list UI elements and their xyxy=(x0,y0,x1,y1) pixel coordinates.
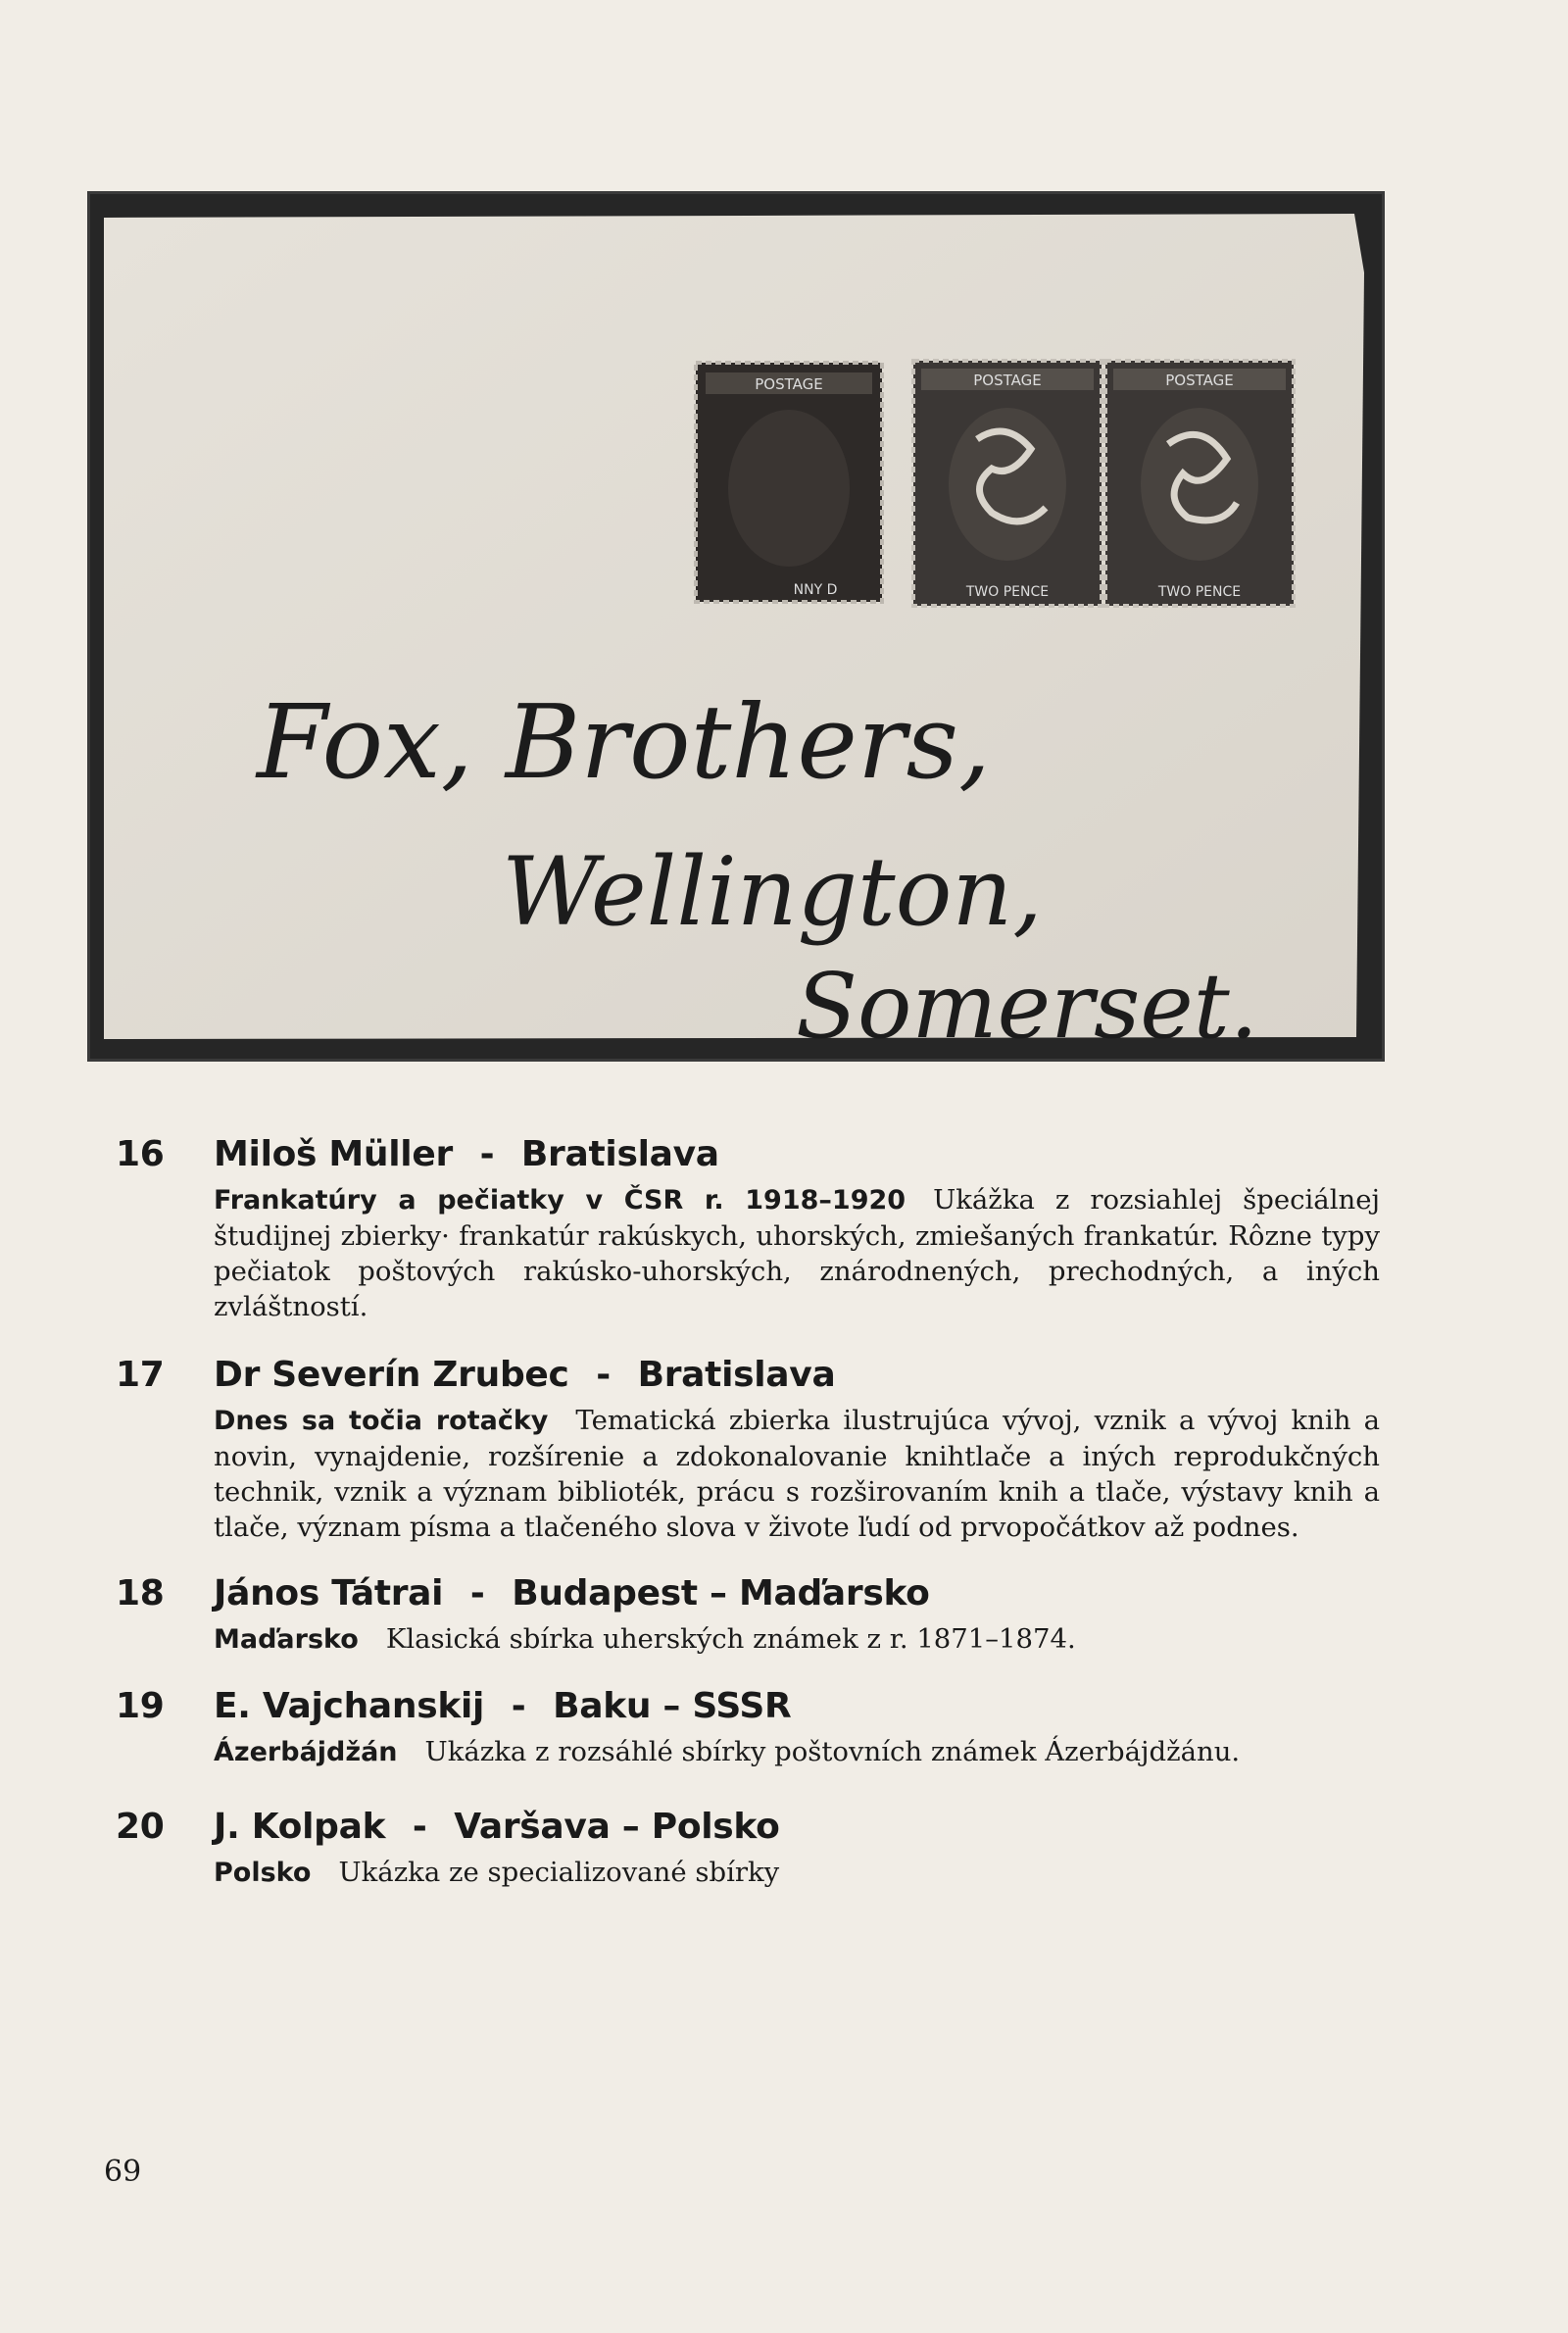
entry-description xyxy=(214,1734,1380,1770)
entry-heading xyxy=(116,1800,1380,1855)
separator: - xyxy=(511,1686,526,1726)
exhibit-title: Dnes sa točia rotačky xyxy=(214,1406,549,1436)
svg-text:NNY D: NNY D xyxy=(793,582,838,598)
entry-number: 17 xyxy=(116,1355,165,1395)
exhibitor-name: Miloš Müller xyxy=(214,1134,453,1174)
cover-photo xyxy=(90,194,1382,1059)
entry-number: 18 xyxy=(116,1573,165,1613)
svg-text:POSTAGE: POSTAGE xyxy=(1165,372,1234,389)
entry-heading xyxy=(116,1127,1380,1182)
svg-text:TWO PENCE: TWO PENCE xyxy=(965,584,1050,600)
exhibit-title: Polsko xyxy=(214,1858,312,1888)
page-number: 69 xyxy=(104,2155,142,2189)
stamp-two-pence-right xyxy=(1105,361,1294,606)
exhibitor-name: János Tátrai xyxy=(214,1573,444,1613)
entry-number: 16 xyxy=(116,1134,165,1174)
svg-text:Wellington,: Wellington, xyxy=(502,837,1043,947)
exhibitor-place: Budapest – Maďarsko xyxy=(512,1573,930,1613)
entry-description xyxy=(214,1403,1380,1545)
stamp-one-penny xyxy=(696,363,882,602)
entry-description xyxy=(214,1182,1380,1324)
stamp-two-pence-left xyxy=(913,361,1102,606)
svg-text:Somerset.: Somerset. xyxy=(796,954,1258,1059)
entry-description xyxy=(214,1855,1380,1891)
exhibitor-place: Bratislava xyxy=(520,1134,719,1174)
exhibitor-place: Baku – SSSR xyxy=(553,1686,792,1726)
separator: - xyxy=(469,1573,485,1613)
separator: - xyxy=(479,1134,495,1174)
catalog-entry xyxy=(116,1127,1380,1324)
exhibit-text: Ukázka z rozsáhlé sbírky poštovních známek Ázerbájdžánu. xyxy=(424,1736,1241,1767)
exhibit-text: Ukážka z rozsiahlej špeciálnej študijnej zbierky· frankatúr rakúskych, uhorských, zmiešaných frankatúr. Rôzne typy pečiatok poštových rakúsko-uhorských, znárodnených, prechodných, a iných zvláštností. xyxy=(214,1184,1380,1322)
exhibitor-place: Bratislava xyxy=(637,1355,836,1395)
exhibit-title: Frankatúry a pečiatky v ČSR r. 1918–1920 xyxy=(214,1185,906,1216)
exhibitor-name: Dr Severín Zrubec xyxy=(214,1355,569,1395)
entry-heading xyxy=(116,1566,1380,1621)
exhibit-text: Tematická zbierka ilustrujúca vývoj, vznik a vývoj knih a novin, vynajdenie, rozšírenie a zdokonalovanie knihtlače a iných reprodukčných technik, vznik a význam biblioték, prácu s rozširovaním knih a tlače, výstavy knih a tlače, význam písma a tlačeného slova v živote ľudí od prvopočátkov až podnes. xyxy=(214,1405,1380,1543)
catalog-entries xyxy=(116,1127,1380,1891)
entry-heading xyxy=(116,1348,1380,1403)
exhibit-title: Maďarsko xyxy=(214,1624,359,1655)
entry-number: 19 xyxy=(116,1686,165,1726)
svg-text:POSTAGE: POSTAGE xyxy=(755,375,823,393)
exhibitor-name: J. Kolpak xyxy=(214,1807,386,1847)
separator: - xyxy=(412,1807,427,1847)
entry-description xyxy=(214,1621,1380,1658)
exhibitor-name: E. Vajchanskij xyxy=(214,1686,485,1726)
entry-number: 20 xyxy=(116,1807,165,1847)
exhibit-text: Ukázka ze specializované sbírky xyxy=(338,1857,780,1888)
catalog-entry xyxy=(116,1679,1380,1770)
entry-heading xyxy=(116,1679,1380,1734)
svg-text:TWO PENCE: TWO PENCE xyxy=(1157,584,1242,600)
catalog-entry xyxy=(116,1800,1380,1891)
svg-text:Fox, Brothers,: Fox, Brothers, xyxy=(257,682,992,802)
separator: - xyxy=(596,1355,611,1395)
exhibit-title: Ázerbájdžán xyxy=(214,1737,398,1767)
exhibit-text: Klasická sbírka uherských známek z r. 1871–1874. xyxy=(385,1623,1076,1655)
svg-text:POSTAGE: POSTAGE xyxy=(973,372,1042,389)
catalog-entry xyxy=(116,1348,1380,1545)
exhibitor-place: Varšava – Polsko xyxy=(454,1807,780,1847)
catalog-entry xyxy=(116,1566,1380,1658)
